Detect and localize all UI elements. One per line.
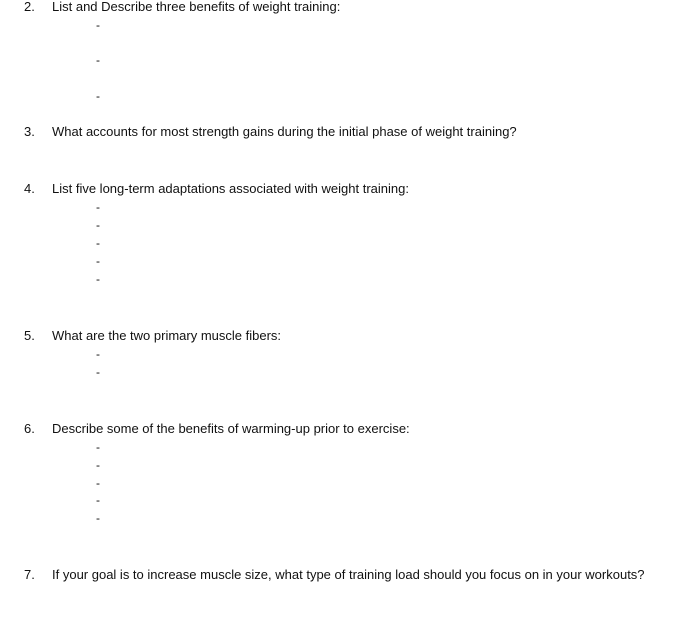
- question-number: 7.: [24, 567, 35, 582]
- answer-bullet: -: [96, 476, 100, 490]
- question-number: 5.: [24, 328, 35, 343]
- question-4: [0, 180, 682, 198]
- answer-bullet: -: [96, 511, 100, 525]
- question-2: [0, 0, 682, 16]
- answer-bullet: -: [96, 347, 100, 361]
- answer-bullet: -: [96, 18, 100, 32]
- question-text: What accounts for most strength gains during the initial phase of weight training?: [52, 124, 517, 139]
- question-text: List five long-term adaptations associated with weight training:: [52, 181, 409, 196]
- answer-bullet: -: [96, 458, 100, 472]
- question-text: Describe some of the benefits of warming-up prior to exercise:: [52, 421, 410, 436]
- answer-bullet: -: [96, 218, 100, 232]
- question-text: If your goal is to increase muscle size, what type of training load should you focus on in your workouts?: [52, 567, 645, 582]
- answer-bullet: -: [96, 236, 100, 250]
- answer-bullet: -: [96, 440, 100, 454]
- question-number: 2.: [24, 0, 35, 14]
- question-5: [0, 327, 682, 345]
- question-number: 3.: [24, 124, 35, 139]
- question-3: [0, 123, 682, 141]
- answer-bullet: -: [96, 365, 100, 379]
- question-number: 6.: [24, 421, 35, 436]
- answer-bullet: -: [96, 272, 100, 286]
- question-text: List and Describe three benefits of weight training:: [52, 0, 341, 14]
- answer-bullet: -: [96, 200, 100, 214]
- answer-bullet: -: [96, 254, 100, 268]
- question-7: [0, 566, 682, 584]
- answer-bullet: -: [96, 53, 100, 67]
- answer-bullet: -: [96, 493, 100, 507]
- answer-bullet: -: [96, 89, 100, 103]
- question-6: [0, 420, 682, 438]
- question-text: What are the two primary muscle fibers:: [52, 328, 282, 343]
- question-number: 4.: [24, 181, 35, 196]
